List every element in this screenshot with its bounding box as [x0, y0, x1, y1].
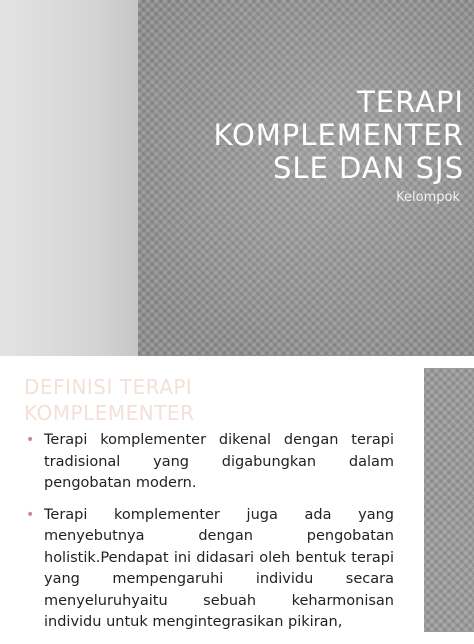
slide-subtitle: Kelompok [396, 190, 460, 205]
bullet-item [26, 430, 394, 495]
slide-divider [0, 356, 474, 368]
content-slide-side-strip [424, 368, 474, 632]
bullet-list [26, 430, 394, 644]
slide-title: TERAPI KOMPLEMENTER SLE DAN SJS [213, 85, 464, 185]
title-slide-left-panel [0, 0, 138, 356]
bullet-icon: • [26, 432, 35, 448]
bullet-icon: • [26, 506, 35, 523]
slide-heading: DEFINISI TERAPI KOMPLEMENTER [24, 375, 195, 425]
bullet-item [26, 505, 394, 634]
bullet-text: Terapi komplementer juga ada yang menyebutnya dengan pengobatan holistik.Pendapat ini didasari oleh bentuk terapi yang mempengaruhi individu secara menyeluruhyaitu sebuah keharmonisan individu untuk mengintegrasikan pikiran, [44, 506, 394, 630]
bullet-text: Terapi komplementer dikenal dengan terapi tradisional yang digabungkan dalam pengobatan modern. [44, 432, 394, 491]
